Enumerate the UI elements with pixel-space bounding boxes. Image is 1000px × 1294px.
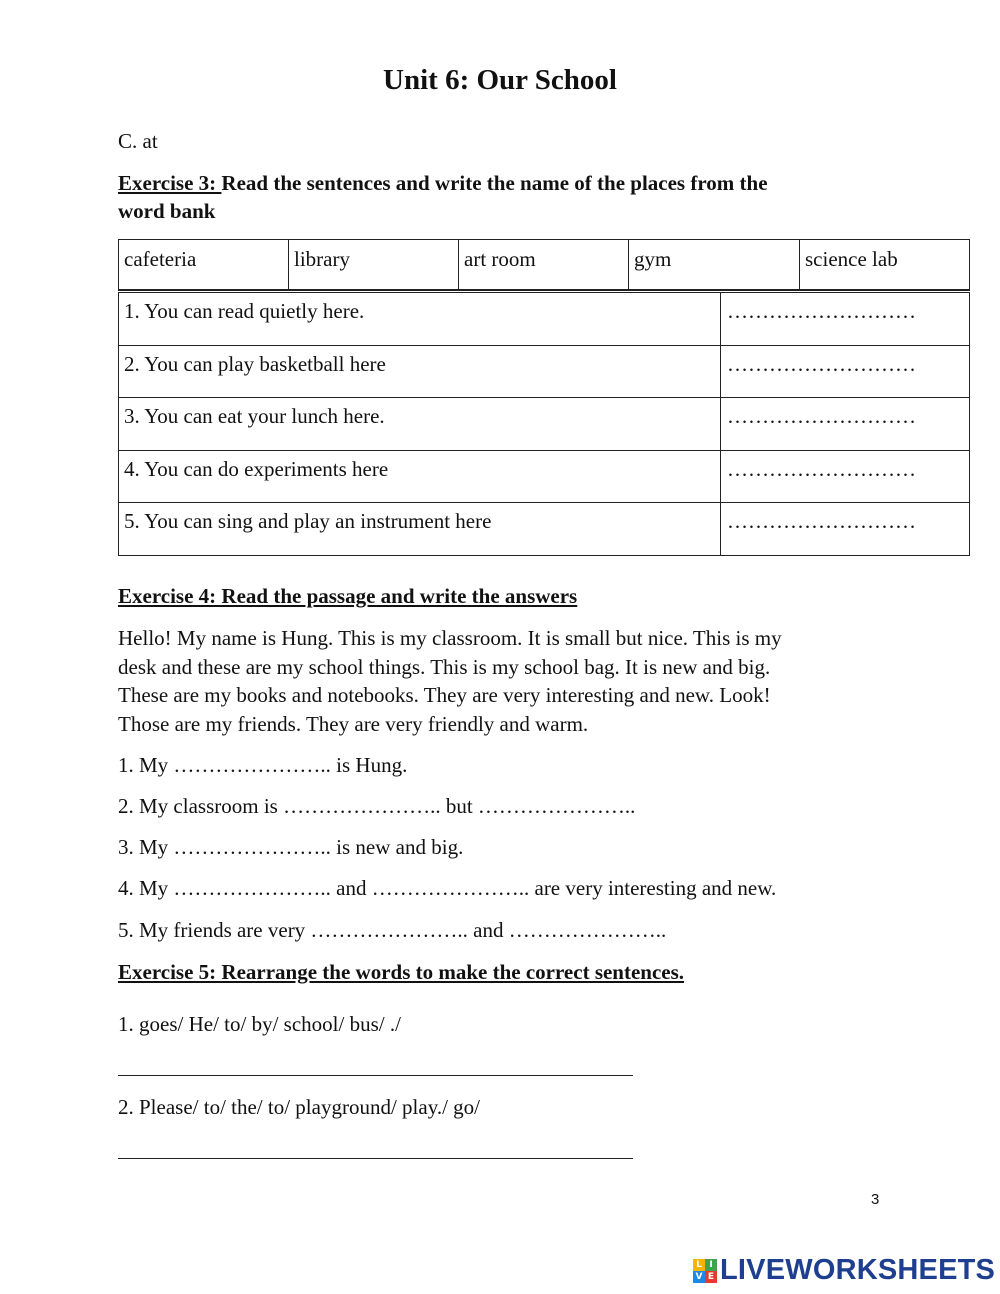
exercise5-question: 2. Please/ to/ the/ to/ playground/ play./ go/ <box>118 1095 481 1119</box>
exercise3-heading-text-line2: word bank <box>118 199 216 223</box>
answer-line[interactable] <box>118 1158 633 1159</box>
page-number: 3 <box>871 1191 880 1208</box>
page-title: Unit 6: Our School <box>383 64 617 96</box>
table-row <box>119 398 970 451</box>
exercise5-question: 1. goes/ He/ to/ by/ school/ bus/ ./ <box>118 1012 401 1036</box>
liveworksheets-logo-icon <box>693 1259 717 1283</box>
previous-answer-option: C. at <box>118 129 158 153</box>
logo-mark-letter: I <box>705 1259 717 1271</box>
table-row <box>119 503 970 556</box>
logo-mark-letter: E <box>705 1271 717 1283</box>
table-row <box>119 293 970 346</box>
word-bank-item: library <box>289 240 459 290</box>
passage-line: These are my books and notebooks. They are very interesting and new. Look! <box>118 683 771 707</box>
passage-line: desk and these are my school things. This is my school bag. It is new and big. <box>118 654 771 679</box>
word-bank-item: gym <box>629 240 800 290</box>
exercise4-question[interactable]: 1. My ………………….. is Hung. <box>118 753 408 777</box>
exercise4-question[interactable]: 3. My ………………….. is new and big. <box>118 835 464 859</box>
exercise3-question: 5. You can sing and play an instrument here <box>119 503 721 556</box>
exercise3-heading-text-line1: Read the sentences and write the name of the places from the <box>221 171 768 195</box>
answer-blank[interactable]: ……………………… <box>721 293 970 346</box>
answer-line[interactable] <box>118 1075 633 1076</box>
exercise4-heading: Exercise 4: Read the passage and write the answers <box>118 584 578 608</box>
exercise3-question: 2. You can play basketball here <box>119 345 721 398</box>
answer-blank[interactable]: ……………………… <box>721 398 970 451</box>
exercise3-question: 3. You can eat your lunch here. <box>119 398 721 451</box>
exercise4-passage <box>118 624 878 738</box>
logo-mark-letter: V <box>693 1271 705 1283</box>
word-bank-item: cafeteria <box>119 240 289 290</box>
answer-blank[interactable]: ……………………… <box>721 345 970 398</box>
word-bank-item: science lab <box>800 240 970 290</box>
answer-blank[interactable]: ……………………… <box>721 450 970 503</box>
exercise3-question: 1. You can read quietly here. <box>119 293 721 346</box>
passage-line: Hello! My name is Hung. This is my classroom. It is small but nice. This is my <box>118 626 782 650</box>
exercise4-question[interactable]: 5. My friends are very ………………….. and ………………….. <box>118 918 667 942</box>
passage-line: Those are my friends. They are very friendly and warm. <box>118 711 589 736</box>
table-row <box>119 450 970 503</box>
exercise3-heading-label: Exercise 3: <box>118 171 222 195</box>
table-row <box>119 345 970 398</box>
exercise4-question[interactable]: 2. My classroom is ………………….. but ………………….. <box>118 794 636 818</box>
word-bank-item: art room <box>459 240 629 290</box>
exercise4-question[interactable]: 4. My ………………….. and ………………….. are very interesting and new. <box>118 876 777 900</box>
exercise3-questions-table <box>118 292 970 556</box>
exercise3-question: 4. You can do experiments here <box>119 450 721 503</box>
liveworksheets-logo[interactable] <box>693 1254 995 1287</box>
liveworksheets-logo-text: LIVEWORKSHEETS <box>720 1254 996 1286</box>
exercise5-heading: Exercise 5: Rearrange the words to make the correct sentences. <box>118 960 685 984</box>
logo-mark-letter: L <box>693 1259 705 1271</box>
answer-blank[interactable]: ……………………… <box>721 503 970 556</box>
exercise3-heading <box>118 169 768 225</box>
word-bank-table <box>118 239 970 291</box>
